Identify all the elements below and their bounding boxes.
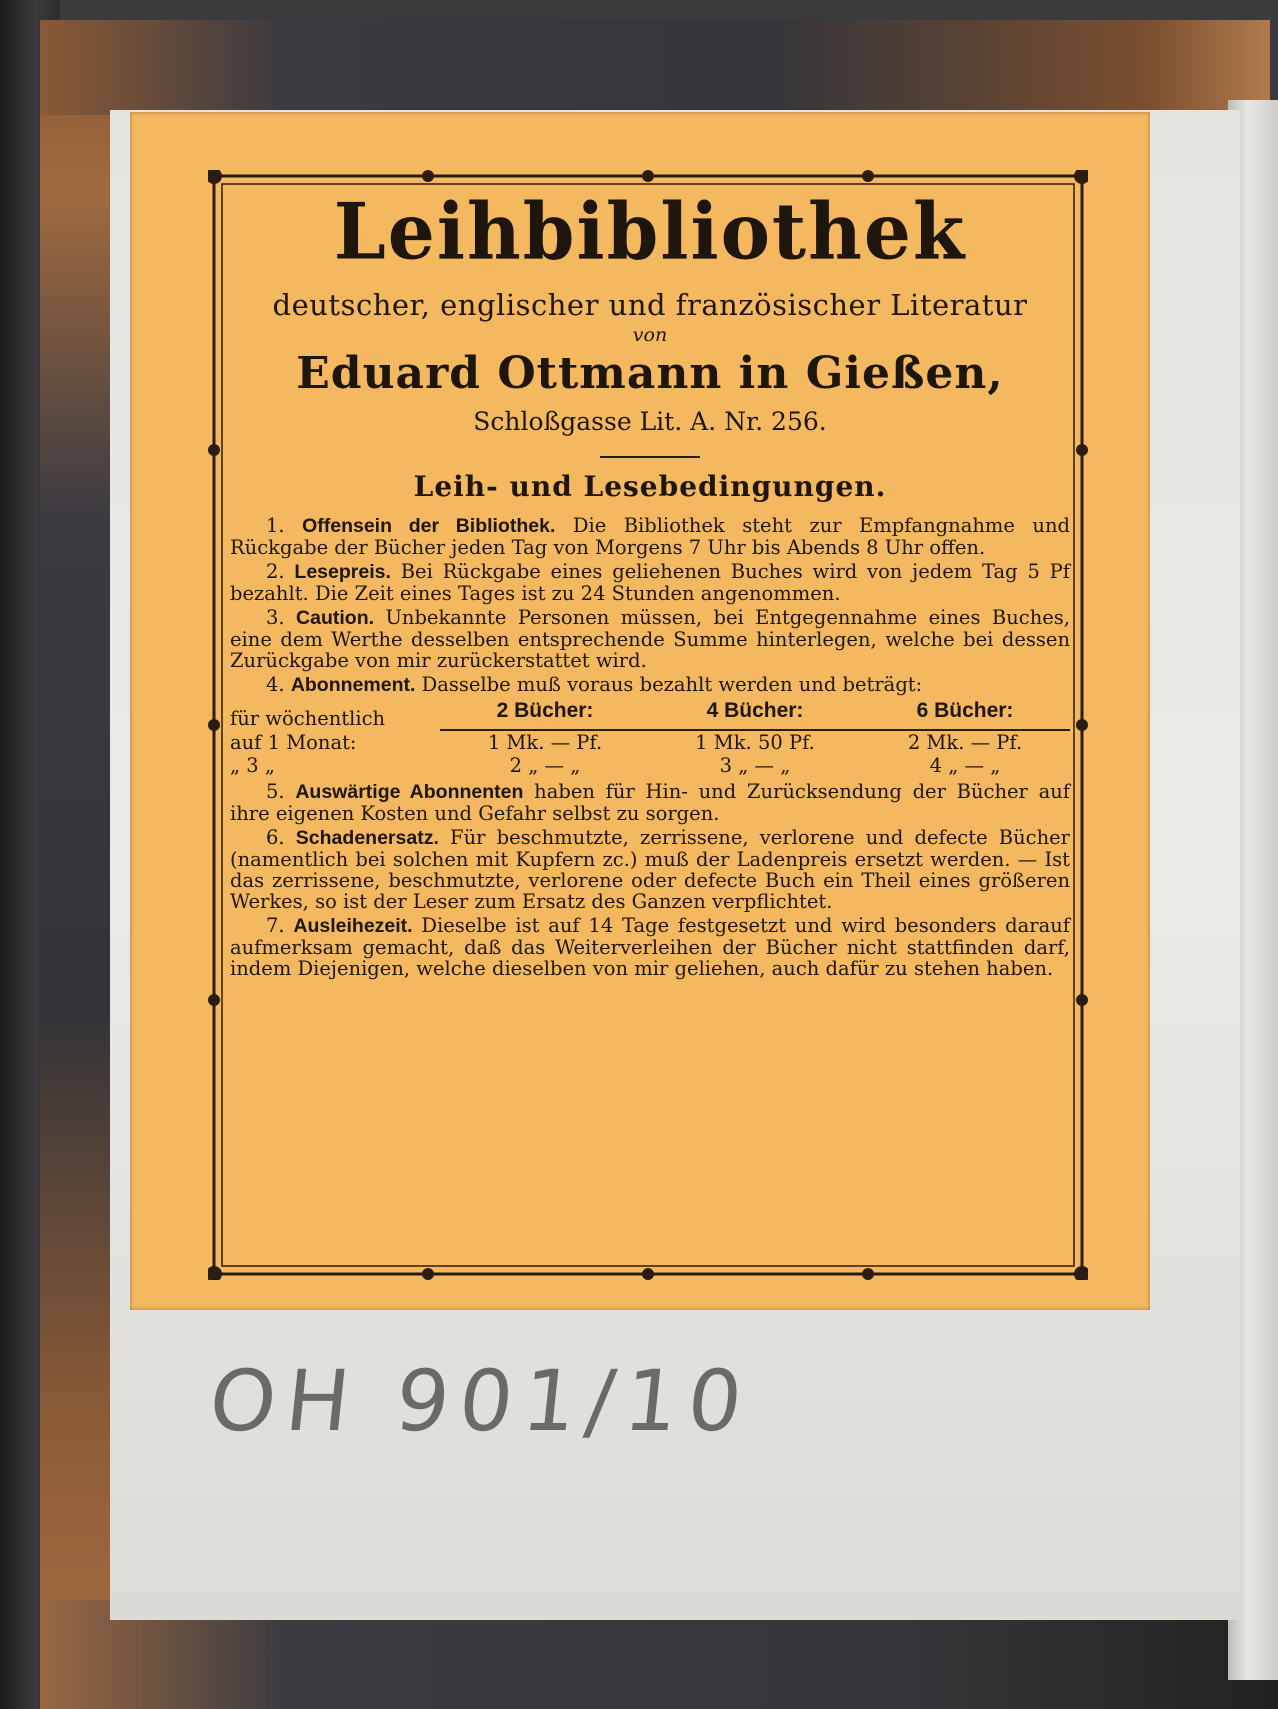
table-cell: 1 Mk. — Pf.: [487, 731, 603, 754]
condition-2: 2. Lesepreis. Bei Rückgabe eines geliehenen Buches wird von jedem Tag 5 Pf bezahlt. Die Zeit eines Tages ist zu 24 Stunden angenommen.: [230, 560, 1071, 605]
condition-6: 6. Schadenersatz. Für beschmutzte, zerrissene, verlorene und defecte Bücher (namentlich bei solchen mit Kupfern zc.) muß der Ladenpreis ersetzt werden. — Ist das zerrissene, beschmutzte, verlorene oder defecte Buch ein Theil eines größeren Werkes, so ist der Leser zum Ersatz des Ganzen verpflichtet.: [230, 826, 1071, 913]
shelfmark-pencil: OH 901/10: [204, 1352, 757, 1450]
library-label: [130, 112, 1150, 1310]
table-cell: 1 Mk. 50 Pf.: [695, 731, 815, 754]
condition-5: 5. Auswärtige Abonnenten haben für Hin- und Zurücksendung der Bücher auf ihre eigenen Kosten und Gefahr selbst zu sorgen.: [230, 780, 1070, 825]
library-subtitle: deutscher, englischer und französischer Literatur: [272, 288, 1028, 322]
condition-1: 1. Offensein der Bibliothek. Die Bibliothek steht zur Empfangnahme und Rückgabe der Bücher jeden Tag von Morgens 7 Uhr bis Abends 8 Uhr offen.: [230, 514, 1070, 559]
condition-4: 4. Abonnement. Dasselbe muß voraus bezahlt werden und beträgt:: [266, 673, 923, 696]
leather-edge-top: [40, 20, 1270, 115]
table-column-header: 4 Bücher:: [650, 699, 860, 730]
table-row-header-label: für wöchentlich: [230, 707, 386, 730]
table-row: [230, 730, 1070, 754]
table-row-label: auf 1 Monat:: [230, 731, 357, 754]
library-title: Leihbibliothek: [333, 186, 967, 278]
subscription-table: [230, 699, 1070, 777]
von-text: von: [632, 324, 668, 346]
table-cell: 3 „ — „: [719, 754, 791, 777]
owner-address: Schloßgasse Lit. A. Nr. 256.: [473, 407, 827, 436]
label-content: [230, 182, 1070, 982]
table-row: [230, 754, 1070, 777]
condition-3: 3. Caution. Unbekannte Personen müssen, bei Entgegennahme eines Buches, eine dem Werthe desselben entsprechende Summe hinterlegen, welche bei dessen Zurückgabe von mir zurückerstattet wird.: [230, 606, 1071, 672]
conditions-heading: Leih- und Lesebedingungen.: [413, 470, 887, 503]
divider: [600, 456, 700, 458]
table-row-label: „ 3 „: [230, 754, 276, 777]
table-column-header: 6 Bücher:: [860, 699, 1070, 730]
condition-7: 7. Ausleihezeit. Dieselbe ist auf 14 Tage festgesetzt und wird besonders darauf aufmerksam gemacht, daß das Weiterverleihen der Bücher nicht stattfinden darf, indem Diejenigen, welche dieselben von mir geliehen, auch dafür zu stehen haben.: [230, 914, 1070, 980]
table-cell: 2 „ — „: [509, 754, 581, 777]
table-column-header: 2 Bücher:: [440, 699, 650, 730]
owner-name: Eduard Ottmann in Gießen,: [296, 348, 1004, 399]
table-cell: 4 „ — „: [929, 754, 1001, 777]
table-cell: 2 Mk. — Pf.: [907, 731, 1023, 754]
